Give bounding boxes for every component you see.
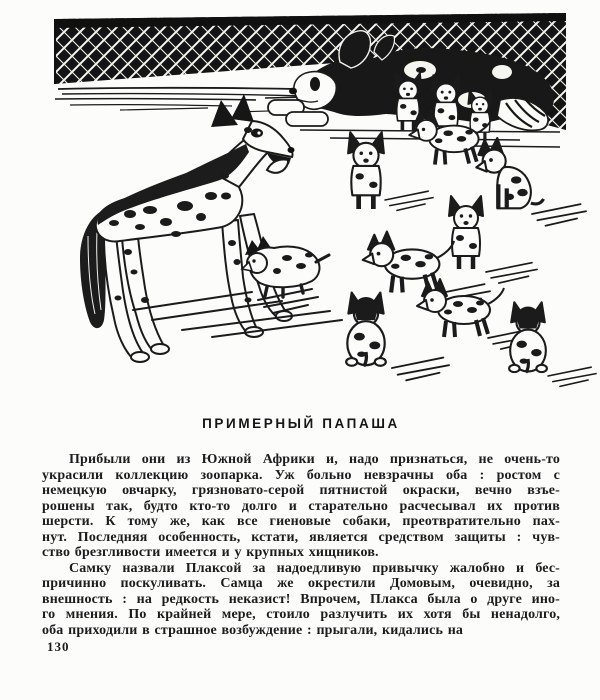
text-line: немецкую овчарку, грязновато-серой пятнистой окраски, вечно взъе-: [42, 483, 560, 498]
text-line: шерсти. К тому же, как все гиеновые собаки, преотвратительно пах-: [42, 514, 560, 529]
standing-father-dog: [80, 94, 342, 362]
puppy: [346, 293, 386, 367]
paragraph: [42, 561, 560, 639]
text-line: ство брезгливости имеется и у крупных хищников.: [42, 545, 379, 560]
puppy: [449, 196, 483, 269]
page-number: 130: [47, 639, 70, 654]
text-line: нут. Последняя особенность, кстати, является средством защиты : чув-: [42, 529, 560, 545]
puppy: [509, 302, 547, 372]
paragraph: [42, 452, 560, 561]
text-line: Прибыли они из Южной Африки и, надо признаться, не очень-то: [69, 452, 560, 467]
chapter-title: ПРИМЕРНЫЙ ПАПАША: [202, 416, 400, 431]
crouching-puppy: [242, 236, 329, 313]
text-line: Самку назвали Плаксой за надоедливую привычку жалобно и бес-: [69, 560, 560, 576]
puppy: [348, 132, 384, 209]
text-line: причинно поскуливать. Самца же окрестили Домовым, очевидно, за: [42, 576, 560, 591]
text-line: рошены так, будто кто-то долго и старательно расчесывал их против: [42, 498, 560, 514]
puppy: [476, 138, 543, 208]
text-line: оба приходили в страшное возбуждение : прыгали, кидались на: [42, 622, 464, 638]
puppies-group: [346, 109, 596, 386]
text-line: украсили коллекцию зоопарка. Уж больно невзрачны оба : ростом с: [42, 467, 560, 483]
text-line: внешность : на редкость неказист! Впрочем, Плакса была о друге ино-: [42, 591, 560, 607]
body-text: [42, 452, 560, 638]
text-line: го мнения. По крайней мере, стоило разлучить их хотя бы ненадолго,: [42, 607, 560, 622]
puppy: [417, 279, 504, 337]
